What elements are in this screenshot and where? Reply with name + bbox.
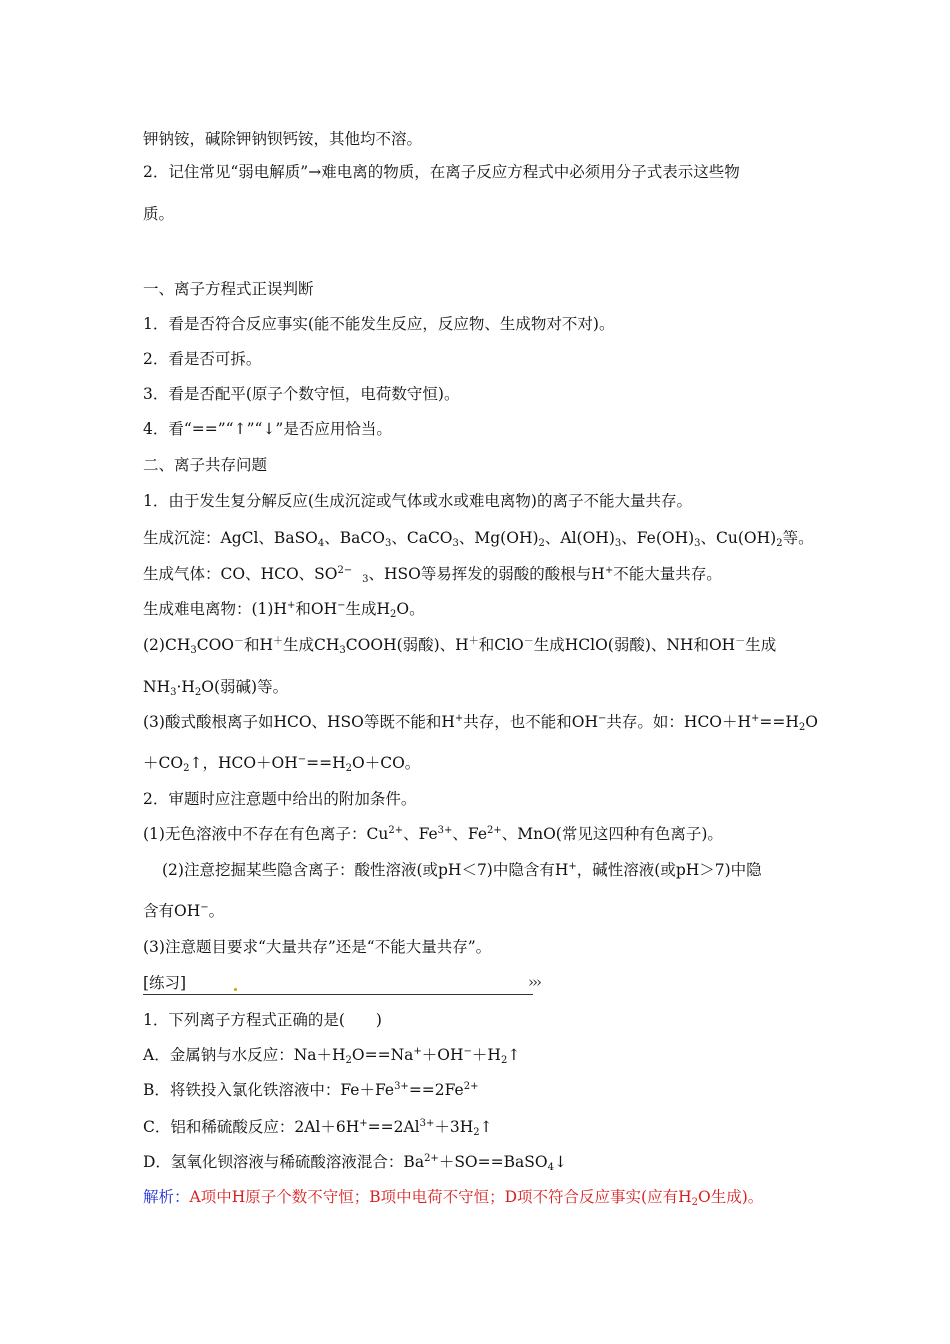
text-line: (3)注意题目要求“大量共存”还是“不能大量共存”。	[143, 938, 492, 956]
text-line: 2．看是否可拆。	[143, 350, 262, 368]
text-line: $(2)CH_3COO^-$和H＋生成$CH_3COOH$(弱酸)、H＋和ClO－生成HClO(弱酸)、NH和OH－生成	[143, 636, 777, 656]
answer-label: 解析：	[143, 1188, 190, 1206]
text-line: 质。	[143, 205, 175, 223]
option-d: D．氢氧化钡溶液与稀硫酸溶液混合：$Ba^{2+}+SO==BaSO_4↓$	[143, 1153, 567, 1173]
text-line: 3．看是否配平(原子个数守恒，电荷数守恒)。	[143, 385, 460, 403]
practice-heading: [练习]	[143, 974, 187, 992]
question-stem: 1．下列离子方程式正确的是( )	[143, 1011, 382, 1029]
text-line: 2．审题时应注意题中给出的附加条件。	[143, 790, 417, 808]
text-line: 1．看是否符合反应事实(能不能发生反应，反应物、生成物对不对)。	[143, 315, 615, 333]
practice-underline	[143, 974, 533, 995]
text-line: (1)无色溶液中不存在有色离子：$Cu^{2+}$、$Fe^{3+}$、$Fe^{2+}$、MnO(常见这四种有色离子)。	[143, 825, 723, 843]
chevrons-icon: ›››	[528, 973, 540, 991]
answer-explanation: 解析：A项中H原子个数不守恒；B项中电荷不守恒；D项不符合反应事实(应有$H_2O$生成)。	[143, 1188, 764, 1208]
text-line: 生成气体：CO、HCO、$SO^{2-}$ $_3$、HSO等易挥发的弱酸的酸根与H+不能大量共存。	[143, 565, 722, 585]
text-line: 4．看“==”“↑”“↓”是否应用恰当。	[143, 420, 392, 438]
text-line: $NH_3\cdot H_2O$(弱碱)等。	[143, 678, 289, 698]
text-line: 含有OH−。	[143, 902, 225, 920]
text-line: 1．由于发生复分解反应(生成沉淀或气体或水或难电离物)的离子不能大量共存。	[143, 492, 692, 510]
text-line: 生成沉淀：AgCl、BaSO$_4$、BaCO$_3$、CaCO$_3$、$Mg(OH)_2$、$Al(OH)_3$、$Fe(OH)_3$、$Cu(OH)_2$等。	[143, 529, 814, 549]
text-line: (3)酸式酸根离子如HCO、HSO等既不能和H+共存，也不能和OH−共存。如：$HCO+H^+==H_2O$	[143, 713, 819, 733]
text-line: 生成难电离物：(1)H+和OH−生成$H_2O$。	[143, 600, 425, 620]
text-line: $+CO_2↑$，$HCO+OH^-==H_2O+CO$。	[143, 754, 421, 774]
section-heading: 二、离子共存问题	[143, 456, 268, 474]
decorative-dot	[234, 988, 237, 991]
text-line: (2)注意挖掘某些隐含离子：酸性溶液(或pH＜7)中隐含有H+，碱性溶液(或pH＞7)中隐	[162, 861, 762, 879]
option-b: B．将铁投入氯化铁溶液中：$Fe+Fe^{3+}==2Fe^{2+}$	[143, 1081, 479, 1099]
text-line: 钾钠铵，碱除钾钠钡钙铵，其他均不溶。	[143, 130, 423, 148]
section-heading: 一、离子方程式正误判断	[143, 280, 314, 298]
text-line: 2．记住常见“弱电解质”→难电离的物质，在离子反应方程式中必须用分子式表示这些物	[143, 163, 740, 181]
option-a: A．金属钠与水反应：$Na+H_2O==Na^++OH^-+H_2↑$	[143, 1046, 521, 1066]
option-c: C．铝和稀硫酸反应：$2Al+6H^+==2Al^{3+}+3H_2↑$	[143, 1118, 493, 1138]
